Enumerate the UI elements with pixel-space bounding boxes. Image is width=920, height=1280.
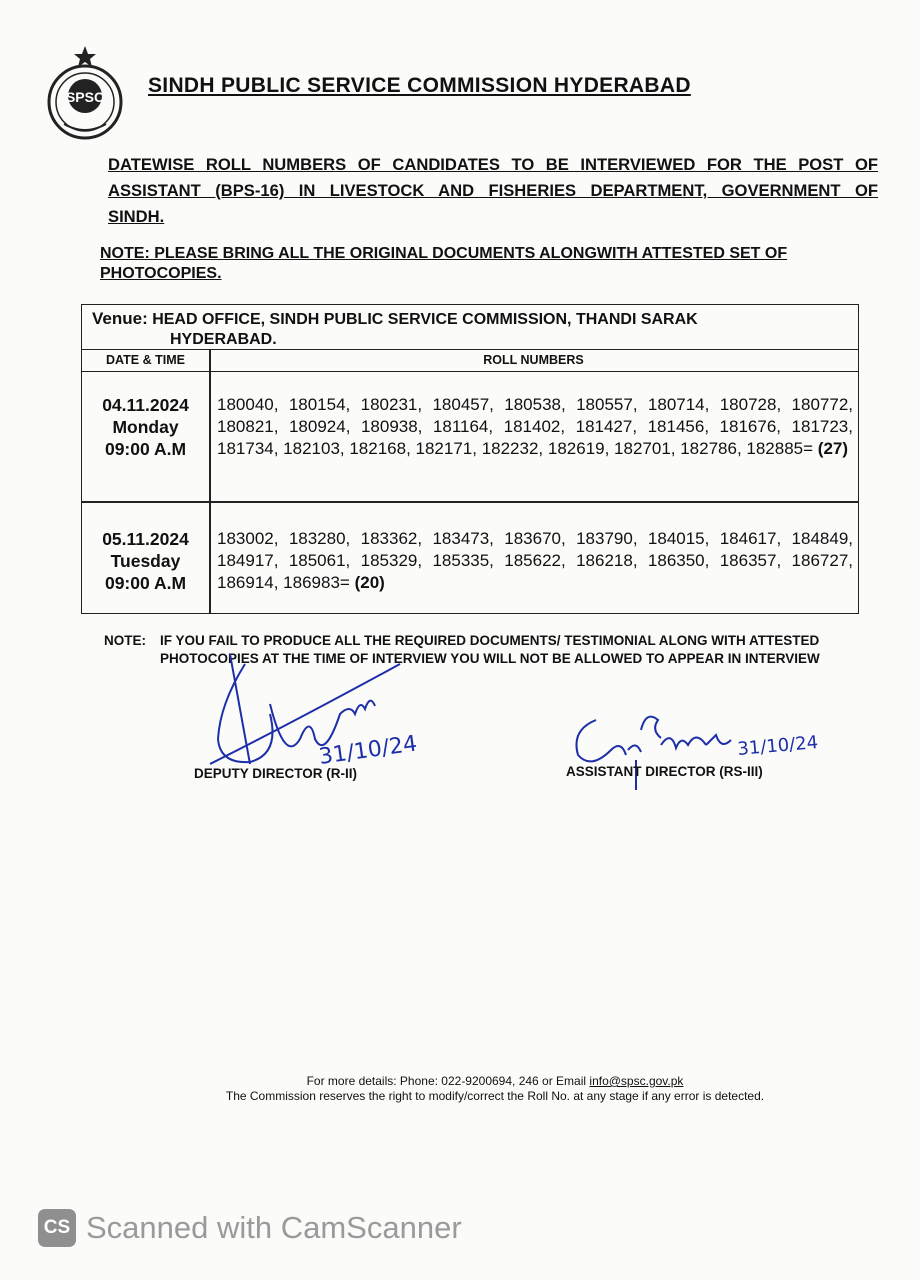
row-2-roll-cell	[217, 528, 853, 594]
footer-contact: For more details: Phone: 022-9200694, 246 or Email	[306, 1074, 587, 1088]
row-2-date: 05.11.2024	[102, 529, 189, 549]
venue-row	[82, 305, 858, 350]
footer-disclaimer: The Commission reserves the right to modify/correct the Roll No. at any stage if any error is detected.	[225, 1089, 765, 1103]
row-divider	[82, 501, 858, 503]
spsc-logo	[40, 44, 130, 140]
header-roll-numbers: ROLL NUMBERS	[483, 353, 584, 367]
left-signature-date: 31/10/24	[317, 731, 419, 770]
row-1-roll-cell	[217, 394, 853, 460]
camscanner-watermark	[38, 1206, 462, 1250]
note-top: NOTE: PLEASE BRING ALL THE ORIGINAL DOCUMENTS ALONGWITH ATTESTED SET OF PHOTOCOPIES.	[100, 245, 788, 282]
camscanner-logo-icon: CS	[38, 1209, 76, 1247]
venue-label: Venue:	[92, 309, 148, 328]
venue-line-1: HEAD OFFICE, SINDH PUBLIC SERVICE COMMISSION, THANDI SARAK	[152, 311, 698, 328]
row-2-day: Tuesday	[110, 551, 181, 571]
row-1-count: (27)	[817, 439, 849, 458]
camscanner-text: Scanned with CamScanner	[86, 1210, 462, 1245]
row-1-day: Monday	[112, 417, 179, 437]
column-divider	[209, 350, 211, 613]
deputy-director-title: DEPUTY DIRECTOR (R-II)	[194, 766, 358, 781]
footer-email-link[interactable]: info@spsc.gov.pk	[589, 1074, 684, 1088]
table-header-row	[82, 350, 858, 372]
interview-schedule-table	[81, 304, 859, 614]
logo-text: SPSC	[65, 89, 105, 105]
assistant-director-title: ASSISTANT DIRECTOR (RS-III)	[566, 764, 763, 779]
footer	[150, 1074, 840, 1104]
row-2-count: (20)	[354, 573, 385, 592]
note-bottom-label: NOTE:	[104, 633, 146, 648]
note-bottom-text: IF YOU FAIL TO PRODUCE ALL THE REQUIRED DOCUMENTS/ TESTIMONIAL ALONG WITH ATTESTED PHOTOCOPIES AT THE TIME OF INTERVIEW YOU WILL NOT BE ALLOWED TO APPEAR IN INTERVIEW	[160, 633, 820, 666]
row-1-date-cell	[82, 394, 209, 460]
row-2-roll-numbers: 183002, 183280, 183362, 183473, 183670, 183790, 184015, 184617, 184849, 184917, 185061, 185329, 185335, 185622, 186218, 186350, 186357, 186727, 186914, 186983=	[217, 529, 853, 592]
row-2-date-cell	[82, 528, 209, 594]
header-date-time: DATE & TIME	[106, 353, 185, 367]
row-2-time: 09:00 A.M	[104, 573, 187, 593]
row-1-time: 09:00 A.M	[104, 439, 187, 459]
row-1-roll-numbers: 180040, 180154, 180231, 180457, 180538, 180557, 180714, 180728, 180772, 180821, 180924, 180938, 181164, 181402, 181427, 181456, 181676, 181723, 181734, 182103, 182168, 182171, 182232, 182619, 182701, 182786, 182885=	[217, 395, 853, 458]
organization-title: SINDH PUBLIC SERVICE COMMISSION HYDERABAD	[148, 74, 691, 97]
row-1-date: 04.11.2024	[102, 395, 189, 415]
venue-line-2: HYDERABAD.	[170, 331, 277, 348]
document-heading: DATEWISE ROLL NUMBERS OF CANDIDATES TO BE INTERVIEWED FOR THE POST OF ASSISTANT (BPS-16) IN LIVESTOCK AND FISHERIES DEPARTMENT, GOVERNMENT OF SINDH.	[108, 155, 878, 226]
right-signature-date: 31/10/24	[736, 732, 819, 760]
